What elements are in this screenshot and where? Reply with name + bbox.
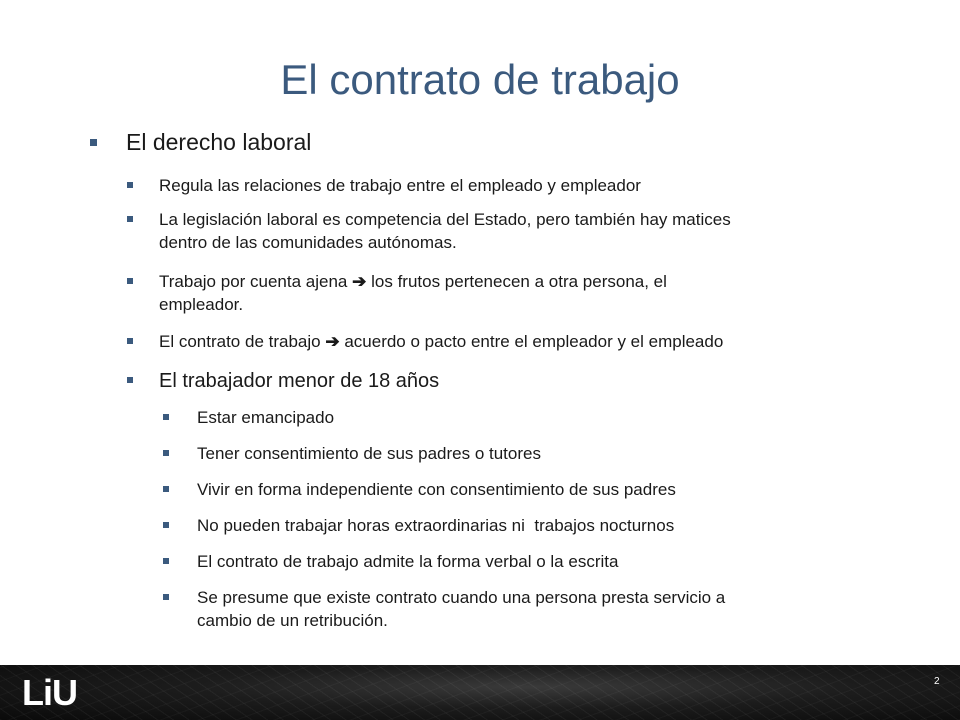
list-item-text: los frutos pertenecen a otra persona, el	[371, 272, 667, 291]
list-item-line	[159, 270, 919, 293]
right-arrow-icon: ➔	[352, 272, 367, 291]
list-item: No pueden trabajar horas extraordinarias ni trabajos nocturnos	[197, 516, 675, 535]
list-item	[197, 586, 917, 632]
bullet-square-icon	[127, 278, 133, 284]
bullet-square-icon	[163, 558, 169, 564]
list-item-line: La legislación laboral es competencia del Estado, pero también hay matices	[159, 210, 731, 229]
list-item-line: Se presume que existe contrato cuando una persona presta servicio a	[197, 588, 726, 607]
list-item: El trabajador menor de 18 años	[159, 370, 440, 392]
list-item: El contrato de trabajo admite la forma verbal o la escrita	[197, 552, 619, 571]
right-arrow-icon: ➔	[325, 332, 340, 351]
list-item: Estar emancipado	[197, 408, 335, 427]
page-number: 2	[934, 676, 940, 687]
list-item: Tener consentimiento de sus padres o tutores	[197, 444, 541, 463]
list-item-line: cambio de un retribución.	[197, 611, 388, 630]
list-item	[159, 330, 939, 353]
footer-bar	[0, 665, 960, 720]
liu-logo: LiU	[22, 672, 77, 713]
list-item: El derecho laboral	[126, 129, 312, 155]
bullet-square-icon	[163, 522, 169, 528]
footer-texture	[0, 665, 960, 720]
bullet-square-icon	[163, 414, 169, 420]
list-item	[159, 270, 919, 316]
bullet-square-icon	[163, 486, 169, 492]
list-item: Vivir en forma independiente con consentimiento de sus padres	[197, 480, 676, 499]
list-item	[159, 208, 919, 254]
list-item-line: dentro de las comunidades autónomas.	[159, 233, 457, 252]
bullet-square-icon	[163, 594, 169, 600]
list-item-text: Trabajo por cuenta ajena	[159, 272, 348, 291]
list-item-text: El contrato de trabajo	[159, 332, 321, 351]
bullet-square-icon	[127, 216, 133, 222]
bullet-square-icon	[163, 450, 169, 456]
slide-title: El contrato de trabajo	[280, 56, 680, 103]
bullet-square-icon	[127, 182, 133, 188]
list-item-line: empleador.	[159, 295, 244, 314]
bullet-square-icon	[127, 377, 133, 383]
bullet-square-icon	[127, 338, 133, 344]
list-item-text: acuerdo o pacto entre el empleador y el empleado	[344, 332, 724, 351]
list-item: Regula las relaciones de trabajo entre el empleado y empleador	[159, 176, 641, 195]
bullet-square-icon	[90, 139, 97, 146]
